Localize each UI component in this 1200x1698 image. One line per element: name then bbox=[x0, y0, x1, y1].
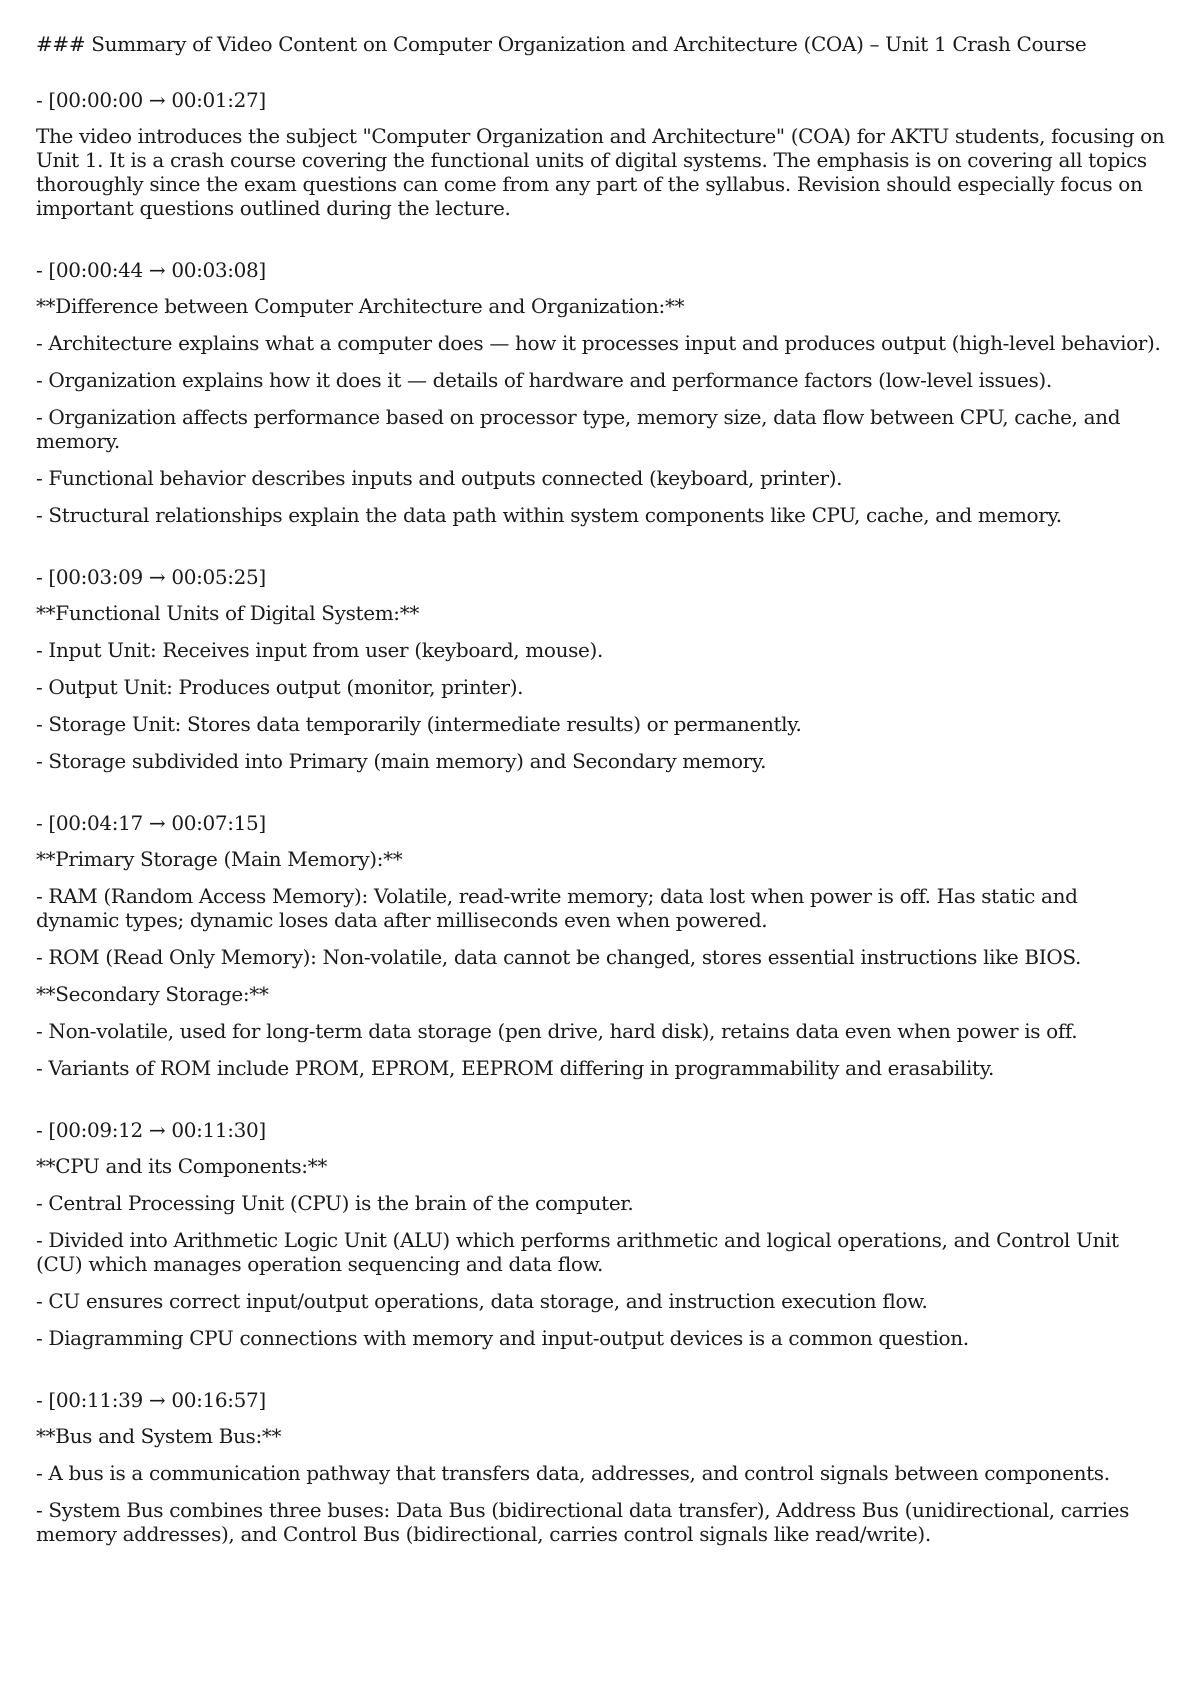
section-heading: **Secondary Storage:** bbox=[36, 982, 269, 1006]
section-cpu-components bbox=[36, 1118, 1166, 1350]
section-heading: **Difference between Computer Architecture and Organization:** bbox=[36, 294, 685, 318]
section-intro bbox=[36, 88, 1166, 220]
bullet-item: - CU ensures correct input/output operations, data storage, and instruction execution flow. bbox=[36, 1289, 928, 1313]
section-architecture-vs-organization bbox=[36, 258, 1166, 527]
bullet-item: - Storage subdivided into Primary (main memory) and Secondary memory. bbox=[36, 749, 767, 773]
bullet-item: - A bus is a communication pathway that transfers data, addresses, and control signals between components. bbox=[36, 1461, 1110, 1485]
section-timestamp: - [00:00:00 → 00:01:27] bbox=[36, 88, 266, 112]
section-heading: **Bus and System Bus:** bbox=[36, 1424, 282, 1448]
section-timestamp: - [00:11:39 → 00:16:57] bbox=[36, 1388, 266, 1412]
bullet-item: - Output Unit: Produces output (monitor, printer). bbox=[36, 675, 524, 699]
document-title: ### Summary of Video Content on Computer Organization and Architecture (COA) – Unit 1 Crash Course bbox=[36, 32, 1087, 56]
bullet-item: - Variants of ROM include PROM, EPROM, EEPROM differing in programmability and erasability. bbox=[36, 1056, 995, 1080]
section-timestamp: - [00:00:44 → 00:03:08] bbox=[36, 258, 266, 282]
section-primary-storage bbox=[36, 811, 1166, 1080]
section-system-bus bbox=[36, 1388, 1166, 1546]
bullet-item: - Structural relationships explain the data path within system components like CPU, cache, and memory. bbox=[36, 503, 1062, 527]
bullet-item: - Non-volatile, used for long-term data storage (pen drive, hard disk), retains data even when power is off. bbox=[36, 1019, 1078, 1043]
bullet-item: - Central Processing Unit (CPU) is the brain of the computer. bbox=[36, 1191, 634, 1215]
section-timestamp: - [00:04:17 → 00:07:15] bbox=[36, 811, 266, 835]
bullet-item: - ROM (Read Only Memory): Non-volatile, data cannot be changed, stores essential instructions like BIOS. bbox=[36, 945, 1082, 969]
bullet-item: - Diagramming CPU connections with memory and input-output devices is a common question. bbox=[36, 1326, 969, 1350]
section-functional-units bbox=[36, 565, 1166, 773]
section-paragraph: The video introduces the subject "Computer Organization and Architecture" (COA) for AKTU students, focusing on Unit 1. It is a crash course covering the functional units of digital systems. The emphasis is on covering all topics thoroughly since the exam questions can come from any part of the syllabus. Revision should especially focus on important questions outlined during the lecture. bbox=[36, 124, 1165, 220]
bullet-item: - Input Unit: Receives input from user (keyboard, mouse). bbox=[36, 638, 604, 662]
section-timestamp: - [00:09:12 → 00:11:30] bbox=[36, 1118, 266, 1142]
bullet-item: - Organization explains how it does it — details of hardware and performance factors (low-level issues). bbox=[36, 368, 1052, 392]
bullet-item: - Organization affects performance based on processor type, memory size, data flow between CPU, cache, and memory. bbox=[36, 405, 1121, 453]
bullet-item: - Functional behavior describes inputs and outputs connected (keyboard, printer). bbox=[36, 466, 843, 490]
bullet-item: - Divided into Arithmetic Logic Unit (ALU) which performs arithmetic and logical operations, and Control Unit (CU) which manages operation sequencing and data flow. bbox=[36, 1228, 1119, 1276]
document-page bbox=[36, 32, 1166, 1584]
section-heading: **CPU and its Components:** bbox=[36, 1154, 327, 1178]
section-heading: **Functional Units of Digital System:** bbox=[36, 601, 420, 625]
section-heading: **Primary Storage (Main Memory):** bbox=[36, 847, 403, 871]
bullet-item: - System Bus combines three buses: Data Bus (bidirectional data transfer), Address Bus (unidirectional, carries memory addresses), and Control Bus (bidirectional, carries control signals like read/write). bbox=[36, 1498, 1130, 1546]
bullet-item: - RAM (Random Access Memory): Volatile, read-write memory; data lost when power is off. Has static and dynamic types; dynamic loses data after milliseconds even when powered. bbox=[36, 884, 1078, 932]
bullet-item: - Storage Unit: Stores data temporarily (intermediate results) or permanently. bbox=[36, 712, 802, 736]
bullet-item: - Architecture explains what a computer does — how it processes input and produces output (high-level behavior). bbox=[36, 331, 1161, 355]
section-timestamp: - [00:03:09 → 00:05:25] bbox=[36, 565, 266, 589]
